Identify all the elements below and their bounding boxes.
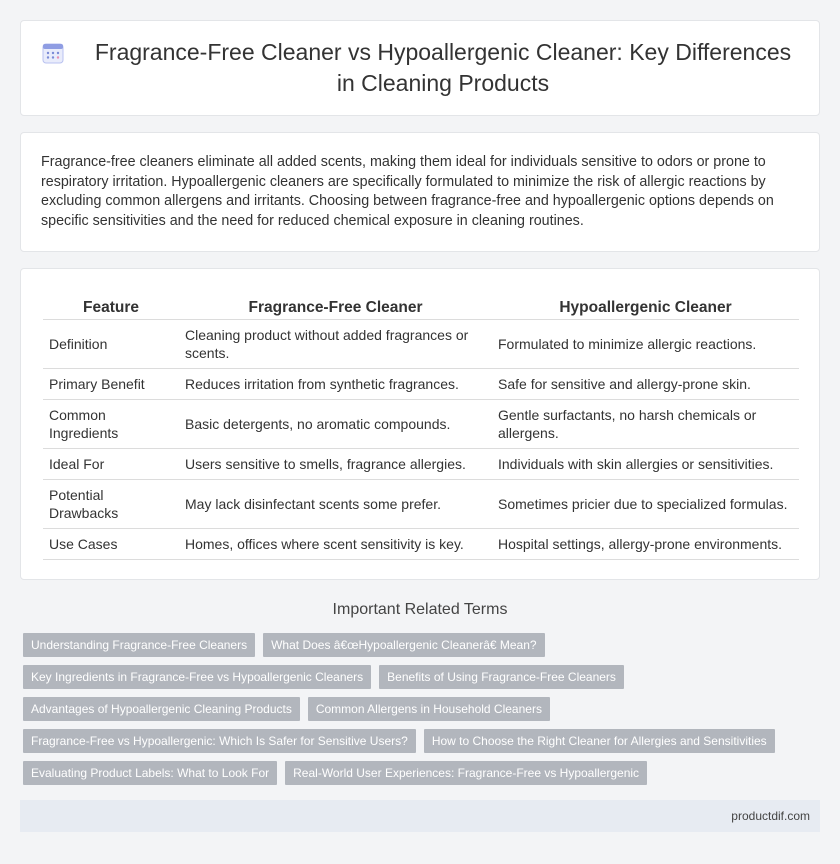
comparison-table xyxy=(43,295,799,560)
table-row xyxy=(43,529,799,560)
header-feature: Feature xyxy=(43,295,179,320)
header-card xyxy=(20,20,820,116)
table-row xyxy=(43,480,799,529)
related-terms-title: Important Related Terms xyxy=(332,601,508,618)
table-row xyxy=(43,400,799,449)
cell-fragrance-free: Users sensitive to smells, fragrance allergies. xyxy=(179,449,492,480)
calendar-icon xyxy=(41,41,65,65)
tag-row xyxy=(23,665,823,689)
cell-feature: Potential Drawbacks xyxy=(43,480,179,529)
related-term-tag[interactable]: Benefits of Using Fragrance-Free Cleaners xyxy=(379,665,624,689)
related-term-tag[interactable]: Real-World User Experiences: Fragrance-Free vs Hypoallergenic xyxy=(285,761,647,785)
related-term-tag[interactable]: How to Choose the Right Cleaner for Allergies and Sensitivities xyxy=(424,729,775,753)
cell-hypoallergenic: Formulated to minimize allergic reactions. xyxy=(492,320,799,369)
intro-paragraph: Fragrance-free cleaners eliminate all added scents, making them ideal for individuals sensitive to odors or prone to respiratory irritation. Hypoallergenic cleaners are specifically formulated to minimize the risk of allergic reactions by excluding common allergens and irritants. Choosing between fragrance-free and hypoallergenic options depends on specific sensitivities and the need for reduced chemical exposure in cleaning routines. xyxy=(41,154,774,229)
tag-row xyxy=(23,633,823,657)
cell-hypoallergenic: Sometimes pricier due to specialized formulas. xyxy=(492,480,799,529)
cell-feature: Definition xyxy=(43,320,179,369)
cell-hypoallergenic: Gentle surfactants, no harsh chemicals or allergens. xyxy=(492,400,799,449)
related-term-tag[interactable]: Advantages of Hypoallergenic Cleaning Products xyxy=(23,697,300,721)
cell-fragrance-free: Cleaning product without added fragrances or scents. xyxy=(179,320,492,369)
cell-fragrance-free: May lack disinfectant scents some prefer. xyxy=(179,480,492,529)
related-term-tag[interactable]: What Does â€œHypoallergenic Cleanerâ€ Mean? xyxy=(263,633,544,657)
cell-hypoallergenic: Hospital settings, allergy-prone environments. xyxy=(492,529,799,560)
tag-row xyxy=(23,761,823,785)
related-term-tag[interactable]: Evaluating Product Labels: What to Look For xyxy=(23,761,277,785)
cell-fragrance-free: Reduces irritation from synthetic fragrances. xyxy=(179,369,492,400)
cell-feature: Ideal For xyxy=(43,449,179,480)
intro-card xyxy=(20,132,820,252)
footer xyxy=(20,800,820,832)
cell-feature: Primary Benefit xyxy=(43,369,179,400)
cell-hypoallergenic: Individuals with skin allergies or sensitivities. xyxy=(492,449,799,480)
related-term-tag[interactable]: Fragrance-Free vs Hypoallergenic: Which Is Safer for Sensitive Users? xyxy=(23,729,416,753)
table-row xyxy=(43,449,799,480)
related-term-tag[interactable]: Common Allergens in Household Cleaners xyxy=(308,697,550,721)
footer-site-link[interactable]: productdif.com xyxy=(731,809,810,823)
table-row xyxy=(43,320,799,369)
related-terms-tags xyxy=(23,633,823,793)
header-hypoallergenic: Hypoallergenic Cleaner xyxy=(492,295,799,320)
page-title: Fragrance-Free Cleaner vs Hypoallergenic Cleaner: Key Differences in Cleaning Products xyxy=(94,39,792,96)
related-term-tag[interactable]: Understanding Fragrance-Free Cleaners xyxy=(23,633,255,657)
cell-fragrance-free: Basic detergents, no aromatic compounds. xyxy=(179,400,492,449)
table-row xyxy=(43,369,799,400)
tag-row xyxy=(23,729,823,753)
comparison-table-card xyxy=(20,268,820,580)
related-term-tag[interactable]: Key Ingredients in Fragrance-Free vs Hypoallergenic Cleaners xyxy=(23,665,371,689)
cell-feature: Common Ingredients xyxy=(43,400,179,449)
table-header-row xyxy=(43,295,799,320)
tag-row xyxy=(23,697,823,721)
cell-fragrance-free: Homes, offices where scent sensitivity is key. xyxy=(179,529,492,560)
header-fragrance-free: Fragrance-Free Cleaner xyxy=(179,295,492,320)
cell-hypoallergenic: Safe for sensitive and allergy-prone skin. xyxy=(492,369,799,400)
cell-feature: Use Cases xyxy=(43,529,179,560)
